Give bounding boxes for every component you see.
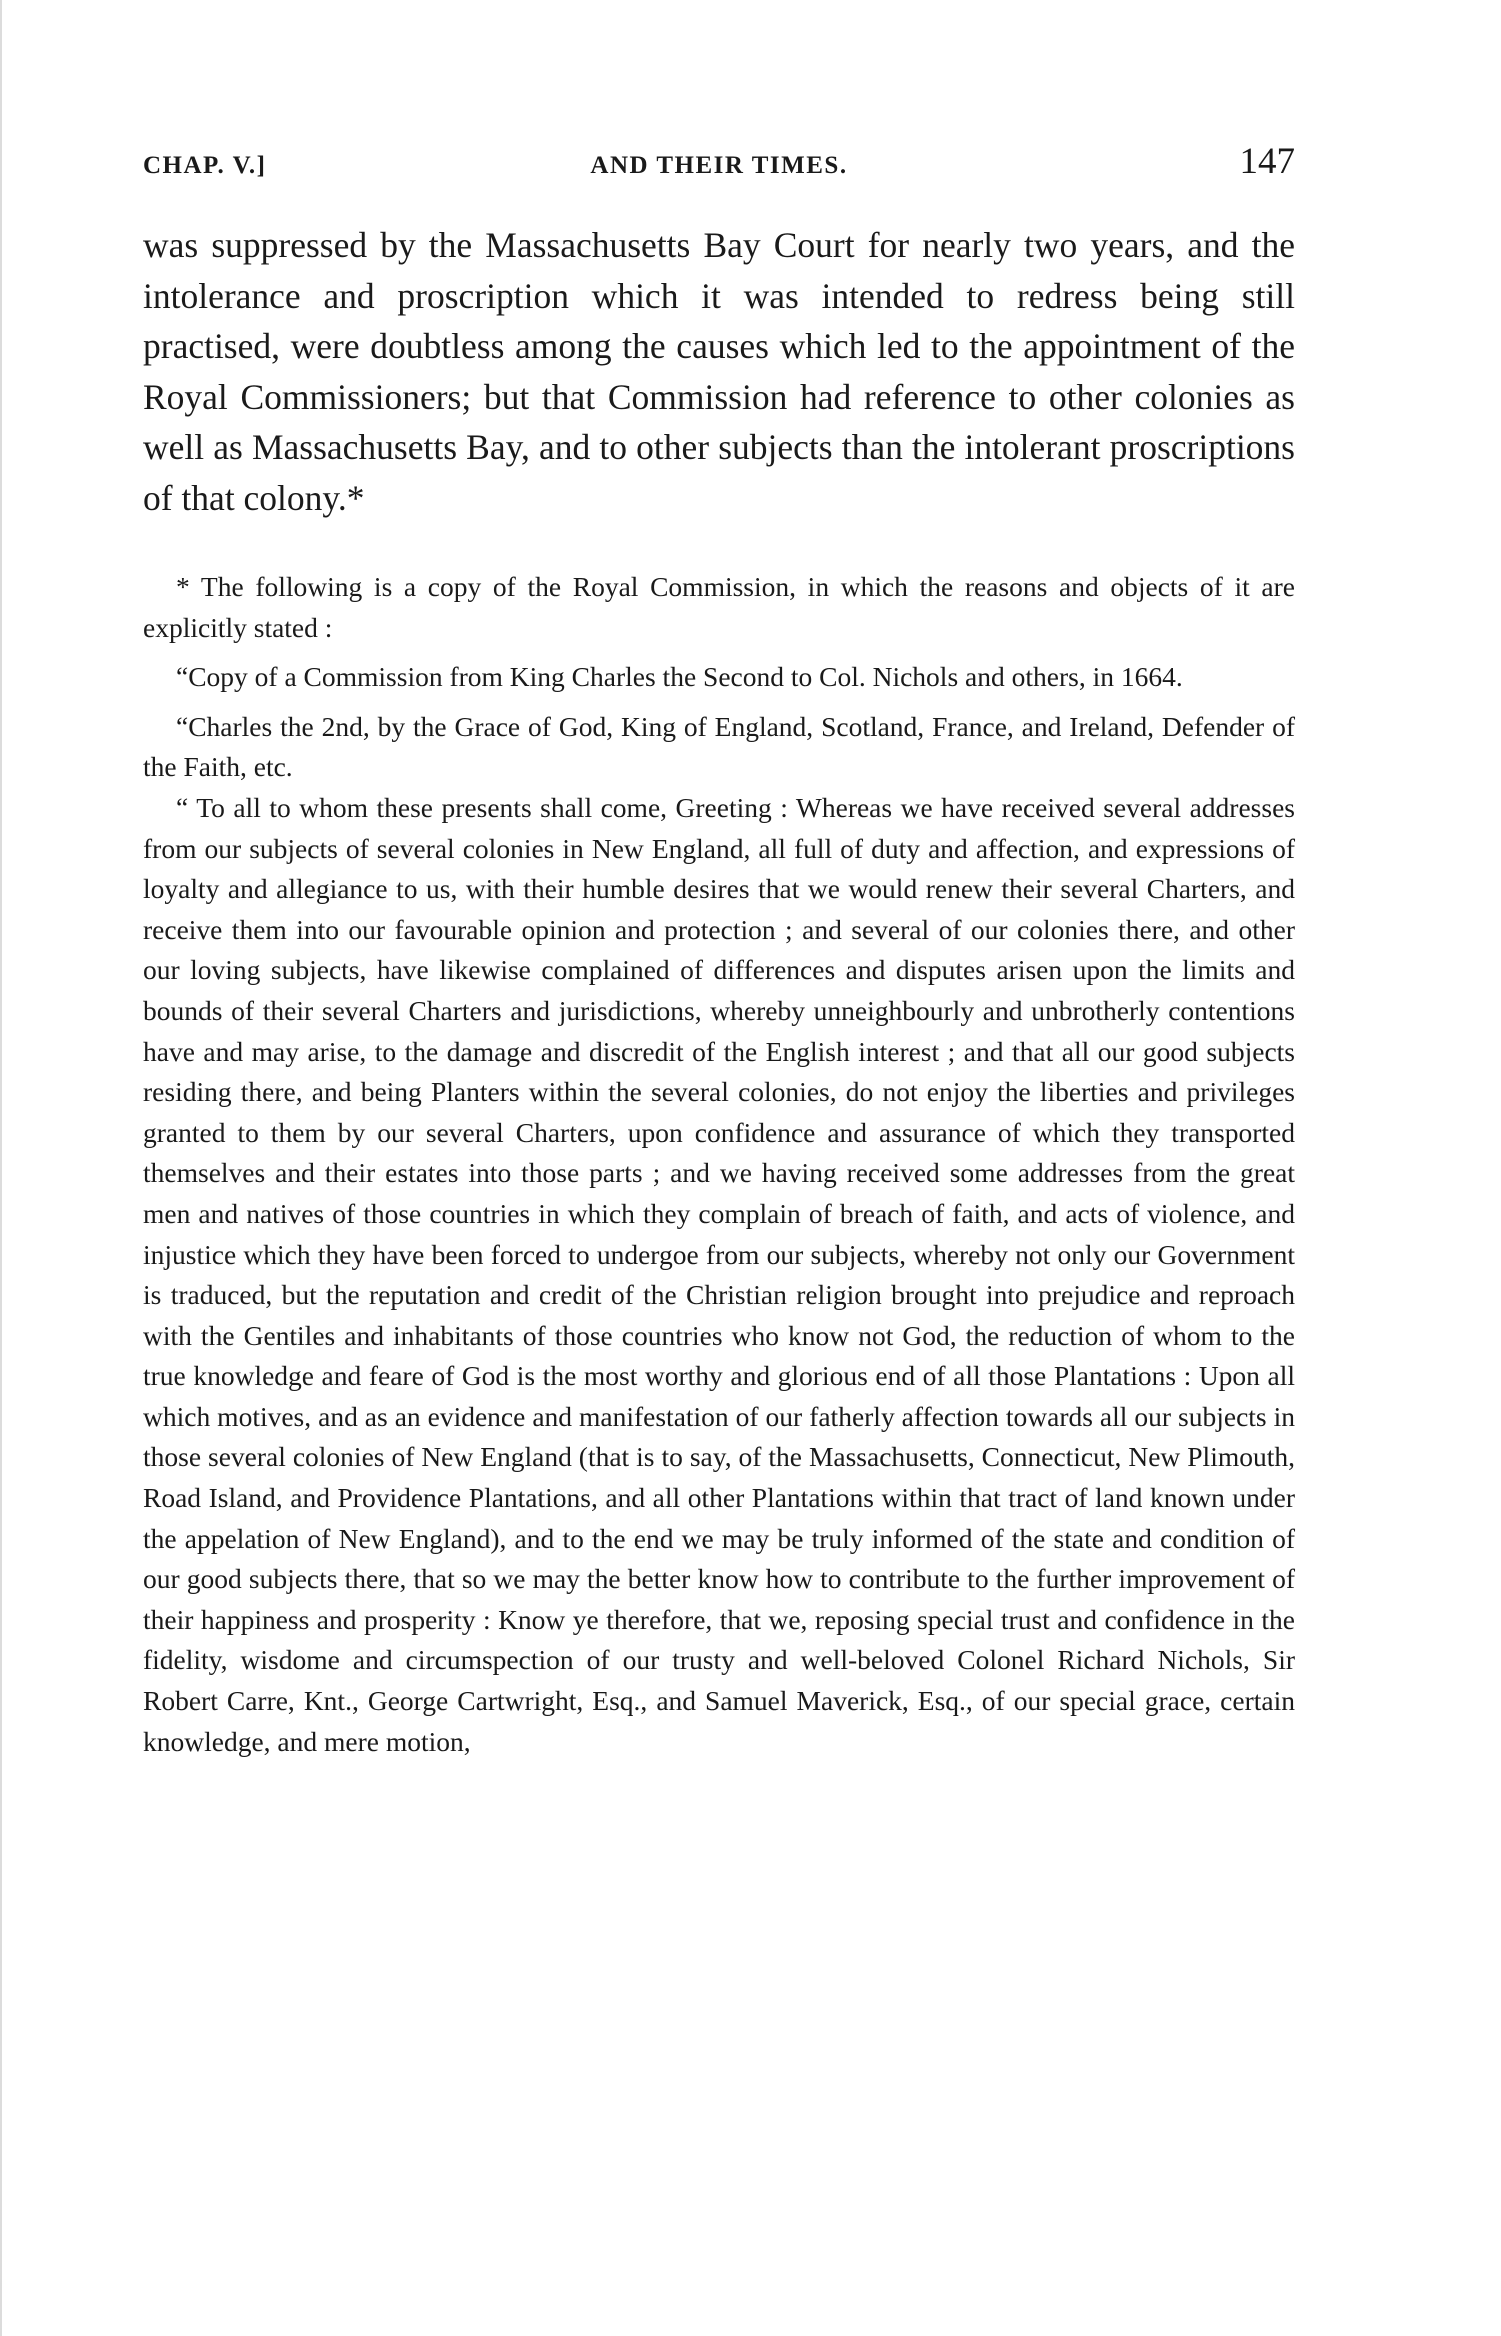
footnote-section [143, 567, 1295, 1762]
footnote-royal-style: “Charles the 2nd, by the Grace of God, King of England, Scotland, France, and Ireland, Defender of the Faith, etc. [143, 710, 1295, 783]
scan-edge [0, 0, 2, 2336]
body-paragraph: was suppressed by the Massachusetts Bay Court for nearly two years, and the intolerance and proscription which it was intended to redress being still practised, were doubtless among the causes which led to the appointment of the Royal Commissioners; but that Commission had reference to other colonies as well as Massachusetts Bay, and to other subjects than the intolerant proscriptions of that colony.* [143, 225, 1295, 518]
body-text [143, 220, 1295, 523]
page-number: 147 [1239, 141, 1295, 182]
footnote-intro: * The following is a copy of the Royal Commission, in which the reasons and objects of it are explicitly stated : [143, 571, 1295, 643]
book-page [143, 140, 1295, 1762]
footnote-commission-title: “Copy of a Commission from King Charles the Second to Col. Nichols and others, in 1664. [176, 661, 1183, 693]
running-head [143, 140, 1295, 190]
running-title: AND THEIR TIMES. [590, 152, 848, 179]
chapter-label: CHAP. V.] [143, 152, 267, 179]
footnote-commission-text: “ To all to whom these presents shall come, Greeting : Whereas we have received several addresses from our subjects of several colonies in New England, all full of duty and affection, and expressions of loyalty and allegiance to us, with their humble desires that we would renew their several Charters, and receive them into our favourable opinion and protection ; and several of our colonies there, and other our loving subjects, have likewise complained of differences and disputes arisen upon the limits and bounds of their several Charters and jurisdictions, whereby unneighbourly and unbrotherly contentions have and may arise, to the damage and discredit of the English interest ; and that all our good subjects residing there, and being Planters within the several colonies, do not enjoy the liberties and privileges granted to them by our several Charters, upon confidence and assurance of which they transported themselves and their estates into those parts ; and we having received some addresses from the great men and natives of those countries in which they complain of breach of faith, and acts of violence, and injustice which they have been forced to undergoe from our subjects, whereby not only our Government is traduced, but the reputation and credit of the Christian religion brought into prejudice and reproach with the Gentiles and inhabitants of those countries who know not God, the reduction of whom to the true knowledge and feare of God is the most worthy and glorious end of all those Plantations : Upon all which motives, and as an evidence and manifestation of our fatherly affection towards all our subjects in those several colonies of New England (that is to say, of the Massachusetts, Connecticut, New Plimouth, Road Island, and Providence Plantations, and all other Plantations within that tract of land known under the appelation of New England), and to the end we may be truly informed of the state and condition of our good subjects there, that so we may the better know how to contribute to the further improvement of their happiness and prosperity : Know ye therefore, that we, reposing special trust and confidence in the fidelity, wisdome and circumspection of our trusty and well-beloved Colonel Richard Nichols, Sir Robert Carre, Knt., George Cartwright, Esq., and Samuel Maverick, Esq., of our special grace, certain knowledge, and mere motion, [143, 791, 1295, 1757]
